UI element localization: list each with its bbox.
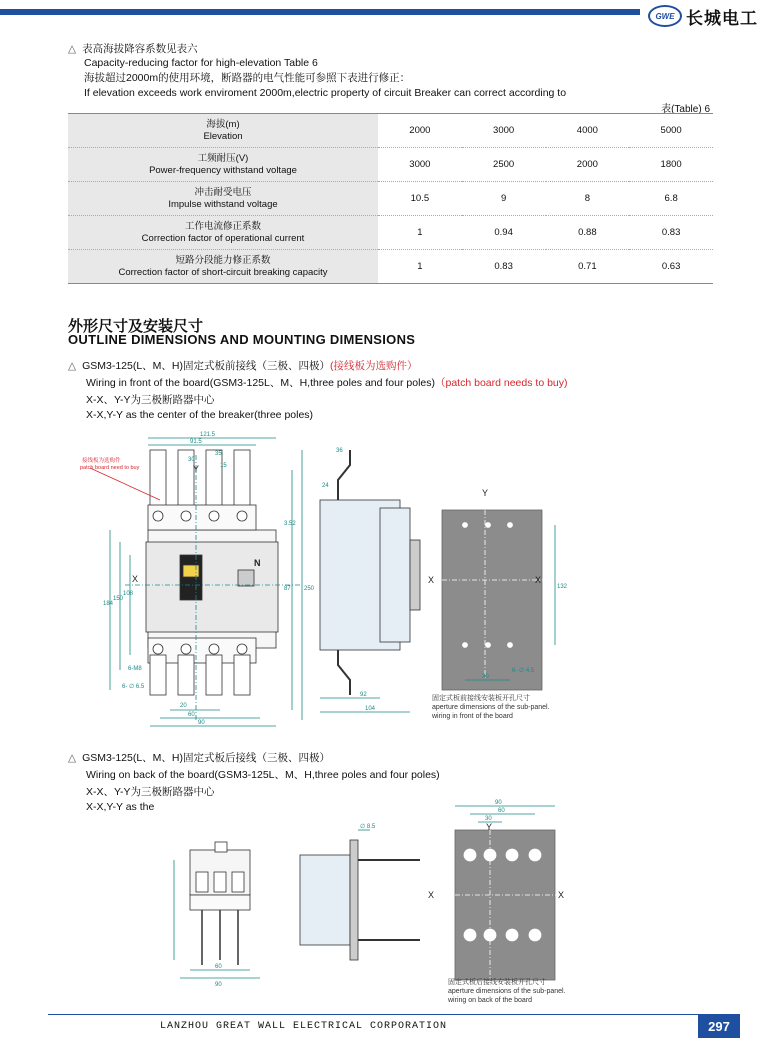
- row-header-en: Correction factor of short-circuit breaking capacity: [118, 266, 328, 278]
- patch-label-cn: 接线板为选购件: [82, 458, 121, 464]
- table-row: [68, 216, 713, 250]
- patch-label-en: patch board need to buy: [80, 465, 140, 471]
- row-header-cn: 工作电流修正系数: [184, 220, 261, 232]
- back-dim-top-2: 60: [498, 808, 505, 814]
- intro-line-2: Capacity-reducing factor for high-elevation Table 6: [84, 57, 318, 69]
- side-dim-1: 36: [336, 448, 343, 454]
- table-cell: 4000: [546, 114, 630, 148]
- axis-x-label: X: [132, 574, 139, 584]
- front-figure-caption: [432, 694, 550, 721]
- table-caption: 表(Table) 6: [661, 104, 710, 115]
- dim-bottom-2: 60: [188, 712, 195, 718]
- footer-company: LANZHOU GREAT WALL ELECTRICAL CORPORATION: [160, 1021, 448, 1032]
- triangle-icon: △: [68, 752, 77, 764]
- back-axis-x-left: X: [428, 890, 435, 900]
- table-cell: 3000: [378, 148, 462, 182]
- dim-left-2: 150: [113, 596, 124, 602]
- front-line-1: [68, 358, 418, 373]
- table-cell: 2500: [462, 148, 546, 182]
- row-header: [68, 182, 378, 216]
- table-cell: 6.8: [629, 182, 713, 216]
- dim-left-1: 184: [103, 601, 114, 607]
- page-number: 297: [698, 1014, 740, 1038]
- table-cell: 1: [378, 250, 462, 284]
- back-figure-caption: [448, 978, 566, 1005]
- dim-left-3: 108: [123, 591, 134, 597]
- dim-top-3: 30: [188, 457, 195, 463]
- dim-top-4: 15: [220, 463, 227, 469]
- table-cell: 0.88: [546, 216, 630, 250]
- dim-top-1: 121.5: [200, 432, 216, 438]
- back-axis-y: Y: [486, 822, 493, 832]
- dim-top-2: 91.5: [190, 439, 202, 445]
- footer-rule: [48, 1014, 698, 1015]
- table-row: [68, 250, 713, 284]
- dim-bottom-3: 90: [198, 720, 205, 726]
- intro-line-1: [68, 42, 198, 56]
- row-header-cn: 短路分段能力修正系数: [175, 254, 271, 266]
- intro-line-4: If elevation exceeds work enviroment 2000m,electric property of circuit Breaker can correct according to: [84, 87, 567, 99]
- back-dim-bottom-2: 90: [215, 982, 222, 988]
- table-cell: 2000: [378, 114, 462, 148]
- front-line-2-red: （patch board needs to buy): [435, 377, 568, 389]
- table-cell: 10.5: [378, 182, 462, 216]
- logo-badge: GWE: [648, 5, 682, 27]
- row-header: [68, 250, 378, 284]
- row-header-en: Correction factor of operational current: [141, 232, 305, 244]
- table-row: [68, 148, 713, 182]
- table-cell: 2000: [546, 148, 630, 182]
- row-header-cn: 海拔(m): [206, 118, 240, 130]
- table-cell: 0.83: [629, 216, 713, 250]
- back-dim-top-3: 30: [485, 816, 492, 822]
- dim-top-5: 35: [215, 451, 222, 457]
- back-caption-en-2: wiring on back of the board: [448, 997, 533, 1004]
- back-dim-mid-1: ∅ 8.5: [360, 824, 376, 830]
- back-dim-top-1: 90: [495, 800, 502, 806]
- table-cell: 3000: [462, 114, 546, 148]
- section-title-cn: 外形尺寸及安装尺寸: [68, 317, 204, 335]
- dim-right-1: 3.52: [284, 521, 296, 527]
- back-line-1: [68, 750, 330, 765]
- back-line-2: Wiring on back of the board(GSM3-125L、M、H,three poles and four poles): [86, 769, 440, 781]
- back-line-4: X-X,Y-Y as the: [86, 801, 155, 813]
- panel-dim-2: 6- ∅ 4.5: [512, 668, 535, 674]
- row-header-en: Power-frequency withstand voltage: [149, 164, 297, 176]
- side-dim-4: 104: [365, 706, 376, 712]
- intro-cn-1: 表高海拔降容系数见表六: [82, 43, 198, 55]
- header-bar: [0, 9, 640, 15]
- dim-bottom-5: 6- ∅ 6.5: [122, 684, 145, 690]
- row-header: [68, 216, 378, 250]
- brand-name: 长城电工: [686, 8, 758, 29]
- front-line-1-red: (接线板为选购件）: [330, 360, 418, 372]
- front-caption-en-1: aperture dimensions of the sub-panel.: [432, 704, 550, 711]
- table-cell: 5000: [629, 114, 713, 148]
- table-cell: 1800: [629, 148, 713, 182]
- row-header: [68, 148, 378, 182]
- back-caption-cn: 固定式板后接线安装板开孔尺寸: [448, 979, 546, 986]
- dim-right-2: 87: [284, 586, 291, 592]
- table-row: [68, 182, 713, 216]
- section-title-en: OUTLINE DIMENSIONS AND MOUNTING DIMENSIONS: [68, 332, 416, 347]
- row-header-cn: 冲击耐受电压: [194, 186, 252, 198]
- front-line-3: X-X、Y-Y为三极断路器中心: [86, 394, 215, 406]
- table-cell: 9: [462, 182, 546, 216]
- table-row: [68, 114, 713, 148]
- front-line-2-en: Wiring in front of the board(GSM3-125L、M、H,three poles and four poles): [86, 377, 435, 389]
- dim-bottom-1: 20: [180, 703, 187, 709]
- table-cell: 0.71: [546, 250, 630, 284]
- row-header: [68, 114, 378, 148]
- axis-y-label: Y: [193, 464, 200, 474]
- row-header-en: Elevation: [203, 130, 243, 142]
- dim-right-3: 250: [304, 586, 315, 592]
- front-line-2: [86, 375, 568, 390]
- dim-bottom-4: 6-M8: [128, 666, 142, 672]
- triangle-icon: △: [68, 360, 77, 372]
- table-cell: 8: [546, 182, 630, 216]
- back-line-3: X-X、Y-Y为三极断路器中心: [86, 786, 215, 798]
- table-cell: 1: [378, 216, 462, 250]
- row-header-en: Impulse withstand voltage: [168, 198, 278, 210]
- panel-axis-y: Y: [482, 488, 489, 498]
- table-cell: 0.63: [629, 250, 713, 284]
- back-caption-en-1: aperture dimensions of the sub-panel.: [448, 988, 566, 995]
- back-line-1-cn: GSM3-125(L、M、H)固定式板后接线（三极、四极）: [82, 752, 331, 764]
- panel-axis-x-left: X: [428, 575, 435, 585]
- side-dim-2: 24: [322, 483, 329, 489]
- panel-axis-x-right: X: [535, 575, 542, 585]
- pole-n-label: N: [254, 558, 261, 568]
- row-header-cn: 工频耐压(V): [197, 152, 249, 164]
- back-axis-x-right: X: [558, 890, 565, 900]
- panel-dim-3: 132: [557, 584, 568, 590]
- triangle-icon: △: [68, 43, 77, 55]
- brand-logo: [648, 4, 758, 28]
- table-cell: 0.83: [462, 250, 546, 284]
- table-cell: 0.94: [462, 216, 546, 250]
- front-caption-cn: 固定式板前接线安装板开孔尺寸: [432, 695, 530, 702]
- front-wiring-diagram: [70, 430, 568, 730]
- elevation-table: [68, 113, 713, 284]
- back-wiring-diagram: [160, 800, 590, 1000]
- intro-line-3: 海拔超过2000m的使用环境，断路器的电气性能可参照下表进行修正：: [84, 72, 411, 84]
- side-dim-3: 92: [360, 692, 367, 698]
- back-dim-bottom-1: 60: [215, 964, 222, 970]
- front-caption-en-2: wiring in front of the board: [432, 713, 513, 720]
- panel-dim-1: 30: [482, 674, 489, 680]
- front-line-4: X-X,Y-Y as the center of the breaker(three poles): [86, 409, 314, 421]
- front-line-1-cn: GSM3-125(L、M、H)固定式板前接线（三极、四极）: [82, 360, 331, 372]
